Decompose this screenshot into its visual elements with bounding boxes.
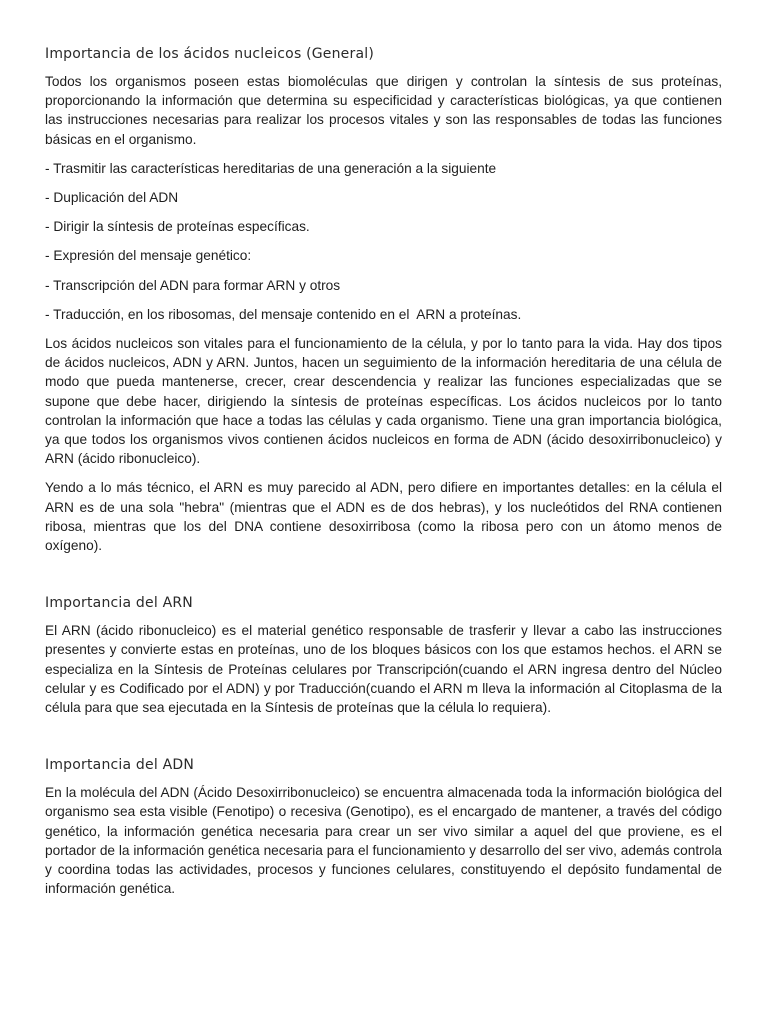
general-intro-paragraph: Todos los organismos poseen estas biomoléculas que dirigen y controlan la síntesis de sus proteínas, proporcionando la información que determina su especificidad y características biológicas, ya que contienen las instrucciones necesarias para realizar los procesos vitales y son las responsables de todas las funciones básicas en el organismo. bbox=[45, 74, 722, 147]
general-paragraph-3: Yendo a lo más técnico, el ARN es muy parecido al ADN, pero difiere en importantes detalles: en la célula el ARN es de una sola "hebra" (mientras que el ADN es de dos hebras), y los nucleótidos del RNA contienen ribosa, mientras que los del DNA contiene desoxirribosa (como la ribosa pero con un átomo menos de oxígeno). bbox=[45, 480, 722, 554]
bullet-item: - Duplicación del ADN bbox=[45, 190, 179, 206]
section-heading-arn: Importancia del ARN bbox=[45, 595, 193, 612]
section-adn bbox=[45, 755, 722, 898]
bullet-item: - Expresión del mensaje genético: bbox=[45, 248, 252, 264]
section-arn bbox=[45, 593, 722, 717]
section-heading-general: Importancia de los ácidos nucleicos (General) bbox=[45, 46, 374, 62]
section-heading-adn: Importancia del ADN bbox=[45, 757, 195, 774]
bullet-item: - Dirigir la síntesis de proteínas específicas. bbox=[45, 219, 310, 235]
bullet-item: - Traducción, en los ribosomas, del mensaje contenido en el ARN a proteínas. bbox=[45, 306, 522, 322]
adn-paragraph: En la molécula del ADN (Ácido Desoxirribonucleico) se encuentra almacenada toda la información biológica del organismo sea esta visible (Fenotipo) o recesiva (Genotipo), es el encargado de mantener, a través del código genético, la información genética necesaria para crear un ser vivo similar a aquel del que proviene, es el portador de la información genética necesaria para el funcionamiento y desarrollo del ser vivo, además controla y coordina todas las actividades, procesos y funciones celulares, constituyendo el depósito fundamental de información genética. bbox=[45, 785, 722, 897]
bullet-item: - Trasmitir las características hereditarias de una generación a la siguiente bbox=[45, 160, 497, 176]
section-spacer bbox=[45, 565, 722, 593]
section-general bbox=[45, 44, 722, 555]
section-spacer bbox=[45, 727, 722, 755]
bullet-item: - Transcripción del ADN para formar ARN y otros bbox=[45, 277, 341, 293]
general-paragraph-2: Los ácidos nucleicos son vitales para el funcionamiento de la célula, y por lo tanto para la vida. Hay dos tipos de ácidos nucleicos, ADN y ARN. Juntos, hacen un seguimiento de la información hereditaria de una célula de modo que pueda mantenerse, crecer, crear descendencia y realizar las funciones especializadas que se supone que debe hacer, dirigiendo la síntesis de proteínas específicas. Los ácidos nucleicos por lo tanto controlan la información que hace a todas las células y cada organismo. Tiene una gran importancia biológica, ya que todos los organismos vivos contienen ácidos nucleicos en forma de ADN (ácido desoxirribonucleico) y ARN (ácido ribonucleico). bbox=[45, 336, 722, 467]
arn-paragraph: El ARN (ácido ribonucleico) es el material genético responsable de trasferir y llevar a cabo las instrucciones presentes y convierte estas en proteínas, uno de los bloques básicos con los que estamos hechos. el ARN se especializa en la Síntesis de Proteínas celulares por Transcripción(cuando el ARN ingresa dentro del Núcleo celular y es Codificado por el ADN) y por Traducción(cuando el ARN m lleva la información al Citoplasma de la célula para que sea ejecutada en la Síntesis de proteínas que la célula lo requiera). bbox=[45, 623, 722, 716]
document-page bbox=[45, 44, 722, 909]
